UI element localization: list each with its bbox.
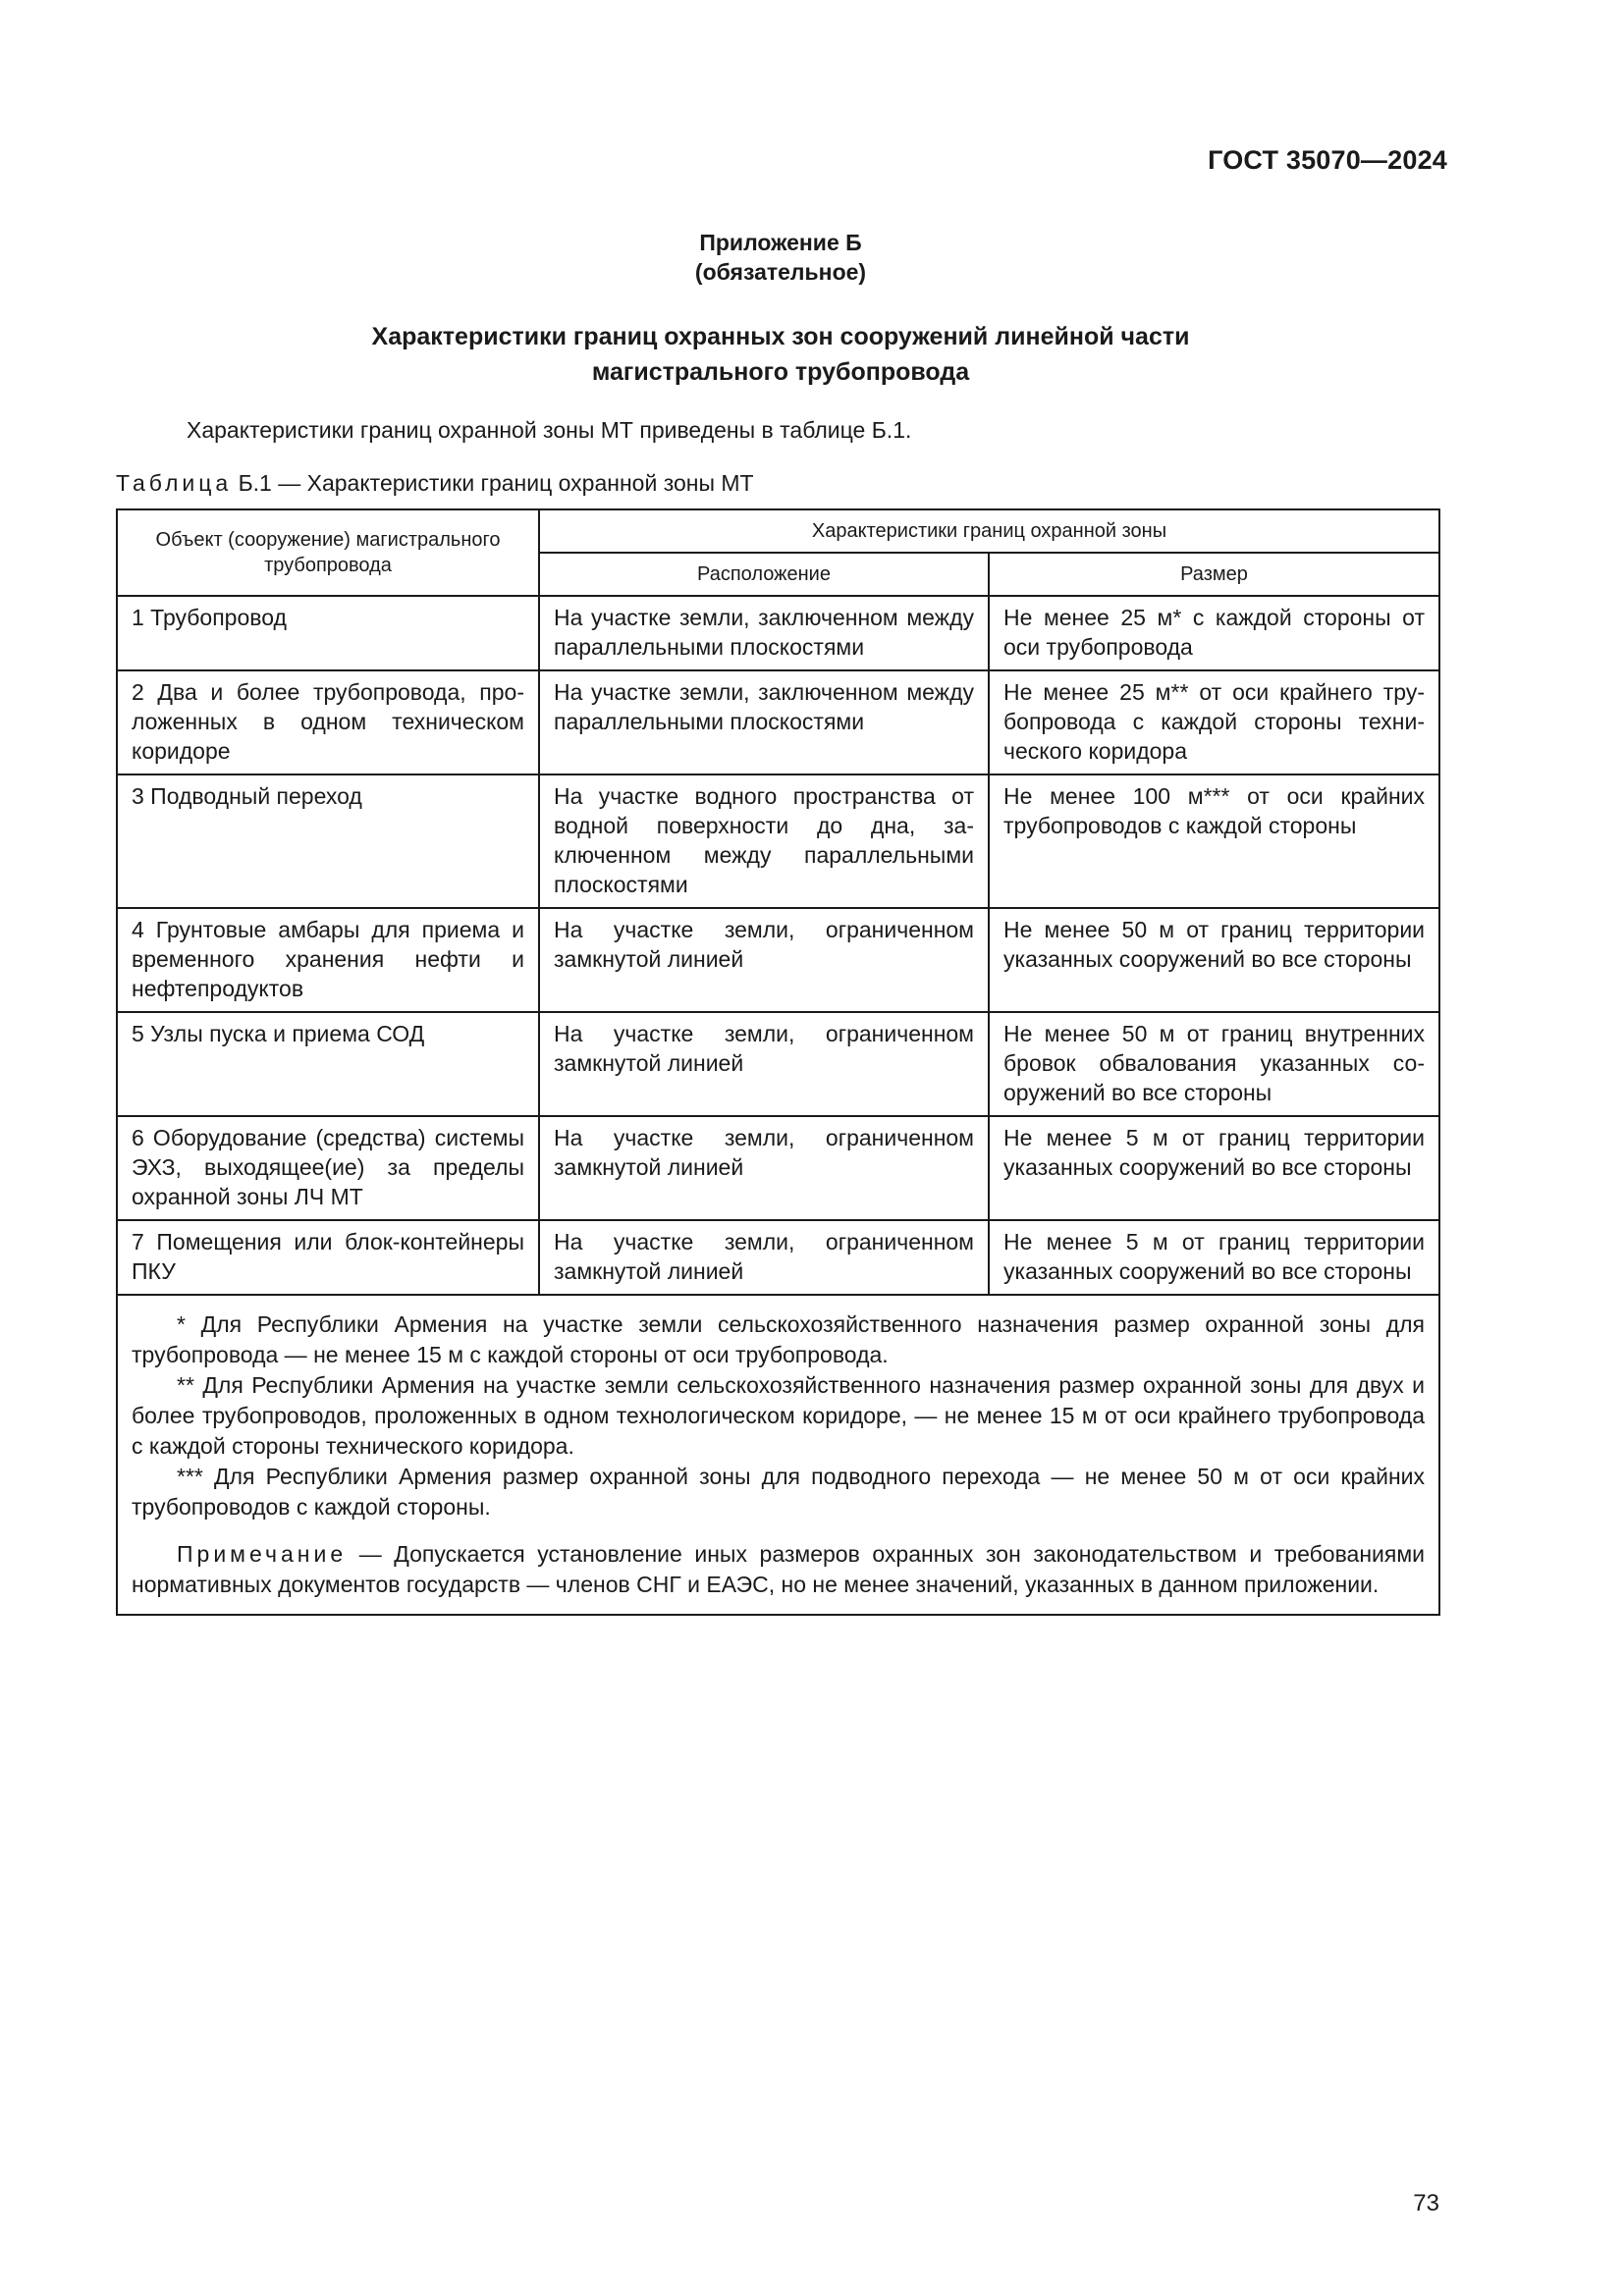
table-row [117, 1012, 1439, 1116]
table-row [117, 1220, 1439, 1295]
cell-size: Не менее 100 м*** от оси крайних трубопроводов с каждой стороны [989, 774, 1439, 908]
table-row [117, 670, 1439, 774]
section-title [0, 319, 1561, 390]
appendix-heading [0, 228, 1561, 287]
table-caption-label: Таблица [116, 470, 233, 496]
cell-size: Не менее 5 м от границ территории указанных сооружений во все стороны [989, 1116, 1439, 1220]
appendix-title: Приложение Б [699, 230, 862, 255]
note-label: Примечание [177, 1541, 348, 1567]
document-header: ГОСТ 35070—2024 [1208, 145, 1447, 175]
cell-object: 7 Помещения или блок-контейнеры ПКУ [117, 1220, 539, 1295]
header-object: Объект (сооружение) магистрального трубопровода [117, 509, 539, 596]
cell-size: Не менее 25 м** от оси крайнего трубопровода с каждой стороны технического коридора [989, 670, 1439, 774]
table-row [117, 774, 1439, 908]
appendix-type: (обязательное) [694, 259, 867, 285]
intro-paragraph: Характеристики границ охранной зоны МТ приведены в таблице Б.1. [187, 417, 912, 443]
footnote-1: * Для Республики Армения на участке земли сельскохозяйственного назначения размер охранной зоны для трубопровода — не менее 15 м с каждой стороны от оси трубопровода. [132, 1311, 1426, 1367]
cell-location: На участке земли, ограниченном замкнутой линией [539, 1220, 989, 1295]
cell-object: 2 Два и более трубопровода, проложенных в одном техническом коридоре [117, 670, 539, 774]
table-caption [116, 470, 754, 497]
cell-size: Не менее 50 м от границ территории указанных сооружений во все стороны [989, 908, 1439, 1012]
table-note [132, 1539, 1425, 1600]
footnote-2: ** Для Республики Армения на участке земли сельскохозяйственного назначения размер охранной зоны для двух и более трубопроводов, проложенных в одном технологическом коридоре, — не менее 15 м от оси крайнего трубопровода с каждой стороны технического коридора. [132, 1372, 1426, 1459]
footnote-3: *** Для Республики Армения размер охранной зоны для подводного перехода — не менее 50 м от оси крайних трубопроводов с каждой стороны. [132, 1464, 1426, 1520]
cell-location: На участке земли, заключенном между параллельными плоскостями [539, 670, 989, 774]
note-text: — Допускается установление иных размеров охранных зон законодательством и требованиями нормативных документов государств — членов СНГ и ЕАЭС, но не менее значений, указанных в данном приложении. [132, 1541, 1426, 1597]
cell-object: 6 Оборудование (средства) системы ЭХЗ, выходящее(ие) за пределы охранной зоны ЛЧ МТ [117, 1116, 539, 1220]
section-title-line-1: Характеристики границ охранных зон сооружений линейной части [371, 323, 1190, 350]
header-characteristics: Характеристики границ охранной зоны [539, 509, 1439, 553]
cell-size: Не менее 50 м от границ внутренних бровок обвалования указанных сооружений во все стороны [989, 1012, 1439, 1116]
cell-location: На участке земли, ограниченном замкнутой линией [539, 1012, 989, 1116]
header-size: Размер [989, 553, 1439, 596]
table-row [117, 596, 1439, 670]
table-row [117, 908, 1439, 1012]
cell-object: 4 Грунтовые амбары для приема и временного хранения нефти и нефтепродуктов [117, 908, 539, 1012]
page-number: 73 [1413, 2190, 1439, 2216]
header-location: Расположение [539, 553, 989, 596]
cell-location: На участке земли, заключенном между параллельными плоскостями [539, 596, 989, 670]
protection-zone-table [116, 508, 1440, 1616]
table-notes [117, 1295, 1439, 1615]
table-notes-row [117, 1295, 1439, 1615]
cell-object: 3 Подводный переход [117, 774, 539, 908]
section-title-line-2: магистрального трубопровода [591, 358, 970, 386]
cell-object: 1 Трубопровод [117, 596, 539, 670]
cell-location: На участке земли, ограниченном замкнутой линией [539, 908, 989, 1012]
cell-size: Не менее 5 м от границ территории указанных сооружений во все стороны [989, 1220, 1439, 1295]
table-row [117, 1116, 1439, 1220]
cell-location: На участке земли, ограниченном замкнутой линией [539, 1116, 989, 1220]
cell-object: 5 Узлы пуска и приема СОД [117, 1012, 539, 1116]
cell-location: На участке водного пространства от водной поверхности до дна, заключенном между параллельными плоскостями [539, 774, 989, 908]
cell-size: Не менее 25 м* с каждой стороны от оси трубопровода [989, 596, 1439, 670]
table-caption-text: Б.1 — Характеристики границ охранной зоны МТ [232, 470, 754, 496]
